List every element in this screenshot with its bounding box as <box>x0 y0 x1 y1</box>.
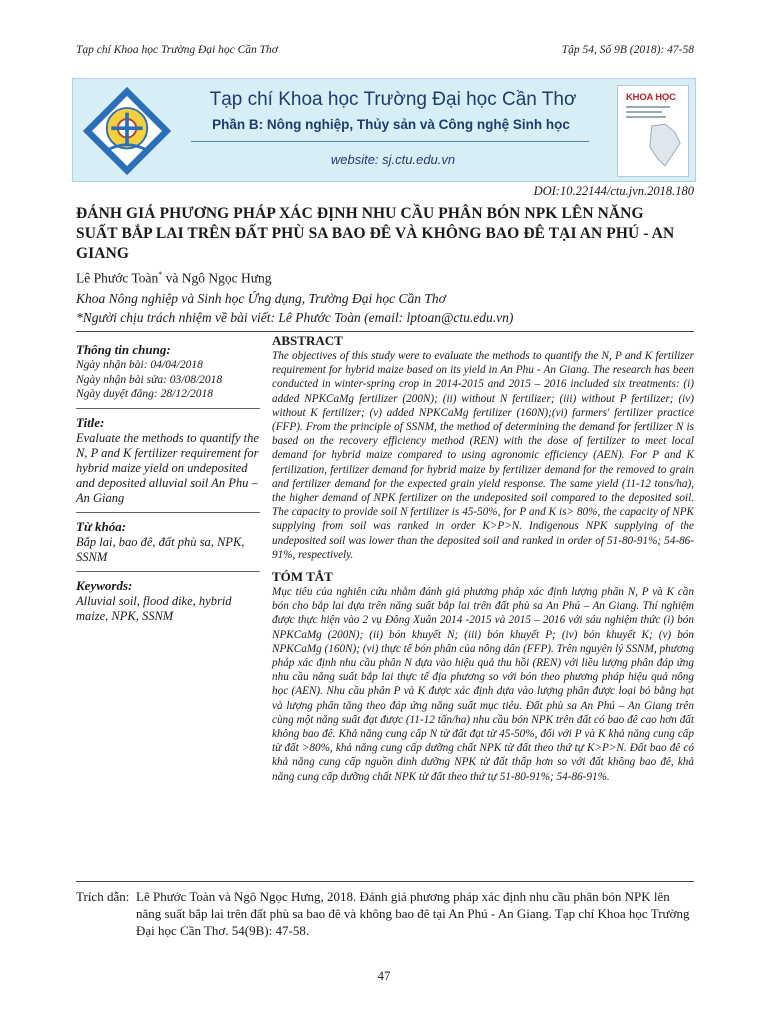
authors <box>76 270 272 287</box>
banner-website[interactable]: website: sj.ctu.edu.vn <box>330 152 456 167</box>
divider <box>76 408 260 409</box>
keywords-heading: Keywords: <box>76 577 133 593</box>
banner-title: Tạp chí Khoa học Trường Đại học Cần Thơ <box>209 89 577 110</box>
tukhoa-text: Bắp lai, bao đê, đất phù sa, NPK, SSNM <box>76 534 245 564</box>
corresponding-mark: * <box>158 270 163 279</box>
tukhoa-heading: Từ khóa: <box>76 518 127 534</box>
author-first: Lê Phước Toàn <box>76 270 159 286</box>
journal-banner <box>72 78 696 182</box>
banner-divider <box>191 141 589 142</box>
page-number: 47 <box>377 968 391 983</box>
map-icon <box>646 122 684 168</box>
cover-title: KHOA HỌC <box>626 92 676 103</box>
banner-subtitle: Phần B: Nông nghiệp, Thủy sản và Công nghệ Sinh học <box>212 117 570 132</box>
article-info-column <box>76 342 260 624</box>
info-heading: Thông tin chung: <box>76 342 171 357</box>
revised-date: Ngày nhận bài sửa: 03/08/2018 <box>76 373 223 386</box>
divider <box>76 571 260 572</box>
cover-line <box>626 106 670 108</box>
corresponding-author: *Người chịu trách nhiệm về bài viết: Lê Phước Toàn (email: lptoan@ctu.edu.vn) <box>76 310 514 325</box>
abstract-heading: ABSTRACT <box>272 333 343 348</box>
accepted-date: Ngày duyệt đăng: 28/12/2018 <box>76 388 214 400</box>
abstract-column <box>272 332 694 784</box>
affiliation: Khoa Nông nghiệp và Sinh học Ứng dụng, Trường Đại học Cần Thơ <box>76 291 446 306</box>
citation-label: Trích dẫn: <box>76 889 130 904</box>
tomtat-heading: TÓM TẮT <box>272 569 333 585</box>
article-title: ĐÁNH GIÁ PHƯƠNG PHÁP XÁC ĐỊNH NHU CẦU PHÂN BÓN NPK LÊN NĂNG SUẤT BẮP LAI TRÊN ĐẤT PHÙ SA BAO ĐÊ VÀ KHÔNG BAO ĐÊ TẠI AN PHÚ - AN GIANG <box>76 205 675 262</box>
english-title: Evaluate the methods to quantify the N, P and K fertilizer requirement for hybrid maize yield on undeposited and deposited alluvial soil An Phu – An Giang <box>76 430 259 505</box>
footer-divider <box>76 881 694 882</box>
received-date: Ngày nhận bài: 04/04/2018 <box>76 359 203 371</box>
university-logo-icon <box>81 85 173 177</box>
citation-text: Lê Phước Toàn và Ngô Ngọc Hưng, 2018. Đánh giá phương pháp xác định nhu cầu phân bón NPK lên năng suất bắp lai trên đất phù sa bao đê và không bao đê tại An Phú - An Giang. Tạp chí Khoa học Trường Đại học Cần Thơ. 54(9B): 47-58. <box>136 889 690 938</box>
running-head <box>76 44 694 60</box>
journal-cover-thumbnail <box>617 85 689 177</box>
cover-line <box>626 111 662 113</box>
author-rest: và Ngô Ngọc Hưng <box>162 270 272 286</box>
doi[interactable]: DOI:10.22144/ctu.jvn.2018.180 <box>533 184 694 198</box>
citation <box>76 888 696 939</box>
title-heading: Title: <box>76 414 105 430</box>
tomtat-text: Mục tiêu của nghiên cứu nhằm đánh giá phương pháp xác định lượng phân N, P và K cần bón cho bắp lai dựa trên năng suất bắp lai trên đất phù sa An Phú – An Giang. Thí nghiệm được thực hiện vào 2 vụ Đông Xuân 2014 -2015 và 2015 – 2016 với sáu nghiệm thức (i) bón NPKCaMg (200N); (ii) bón khuyết N; (iii) bón khuyết P; (iv) bón khuyết K; (v) bón NPKCaMg (160N); (vi) thực tế bón phân của nông dân (FFP). Trên nguyên lý SSNM, phương pháp xác định nhu cầu phân N dựa vào hiệu quả thu hồi (REN) với liều lượng phân đáp ứng nhu cầu năng suất bắp lai thực tế địa phương so với bón theo phương pháp hiệu quả nông học (AEN). Nhu cầu phân P và K được xác định dựa vào lượng phân được loại bỏ bằng hạt và lượng phân tăng theo đáp ứng năng suất mục tiêu. Đất phù sa An Phú – An Giang trên cùng một năng suất đạt được (11-12 tấn/ha) nhu cầu bón NPK trên đất có bao đê cao hơn đất không bao đê. Khả năng cung cấp N từ đất đạt từ 45-50%, đối với P và K khả năng cung cấp từ đất >80%, khả năng cung cấp dưỡng chất NPK từ đất theo thứ tự K>P>N. Đất bao đê có khả năng cung cấp nguồn dinh dưỡng NPK từ đất thấp hơn so với đất không bao đê, khả năng cung cấp dưỡng chất NPK từ đất theo thứ tự 51-80-91%; 54-86-91%. <box>272 586 694 783</box>
divider <box>76 512 260 513</box>
running-head-journal: Tạp chí Khoa học Trường Đại học Cần Thơ <box>76 44 278 56</box>
keywords-text: Alluvial soil, flood dike, hybrid maize, NPK, SSNM <box>76 593 232 623</box>
cover-line <box>626 116 666 118</box>
running-head-issue: Tập 54, Số 9B (2018): 47-58 <box>561 44 694 56</box>
abstract-text: The objectives of this study were to evaluate the methods to quantify the N, P and K fertilizer requirement for hybrid maize based on its yield in An Phu - An Giang. The research has been conducted in winter-spring crop in 2014-2015 and 2015 – 2016 included six treatments: (i) added NPKCaMg fertilizer (200N); (ii) without N fertilizer; (iii) without P fertilizer; (iv) without K fertilizer; (v) added NPKCaMg fertilizer (160N);(vi) farmers' fertilizer practice (FFP). From the principle of SSNM, the method of determining the demand for fertilizer N is based on the recovery efficiency method (REN) with the dose of fertilizer to meet local demand for hybrid maize compared to using agronomic efficiency (AEN). For P and K fertilization, fertilizer demand for hybrid maize by fertilizer demand for the removed to grain and fertilizer demand for the expected grain yield response. The same yield (11-12 tons/ha), the higher demand of NPK fertilizer on the undeposited soil compared to the deposited soil. The capacity to provide soil N fertilizer is 45-50%, for P and K is> 80%, the capacity of NPK supplying from soil was ranked in order K>P>N. Indigenous NPK supplying of the undeposited soil was lower than the deposited soil and ranked in order of 51-80-91%; 54-86-91%, respectively. <box>272 350 694 561</box>
